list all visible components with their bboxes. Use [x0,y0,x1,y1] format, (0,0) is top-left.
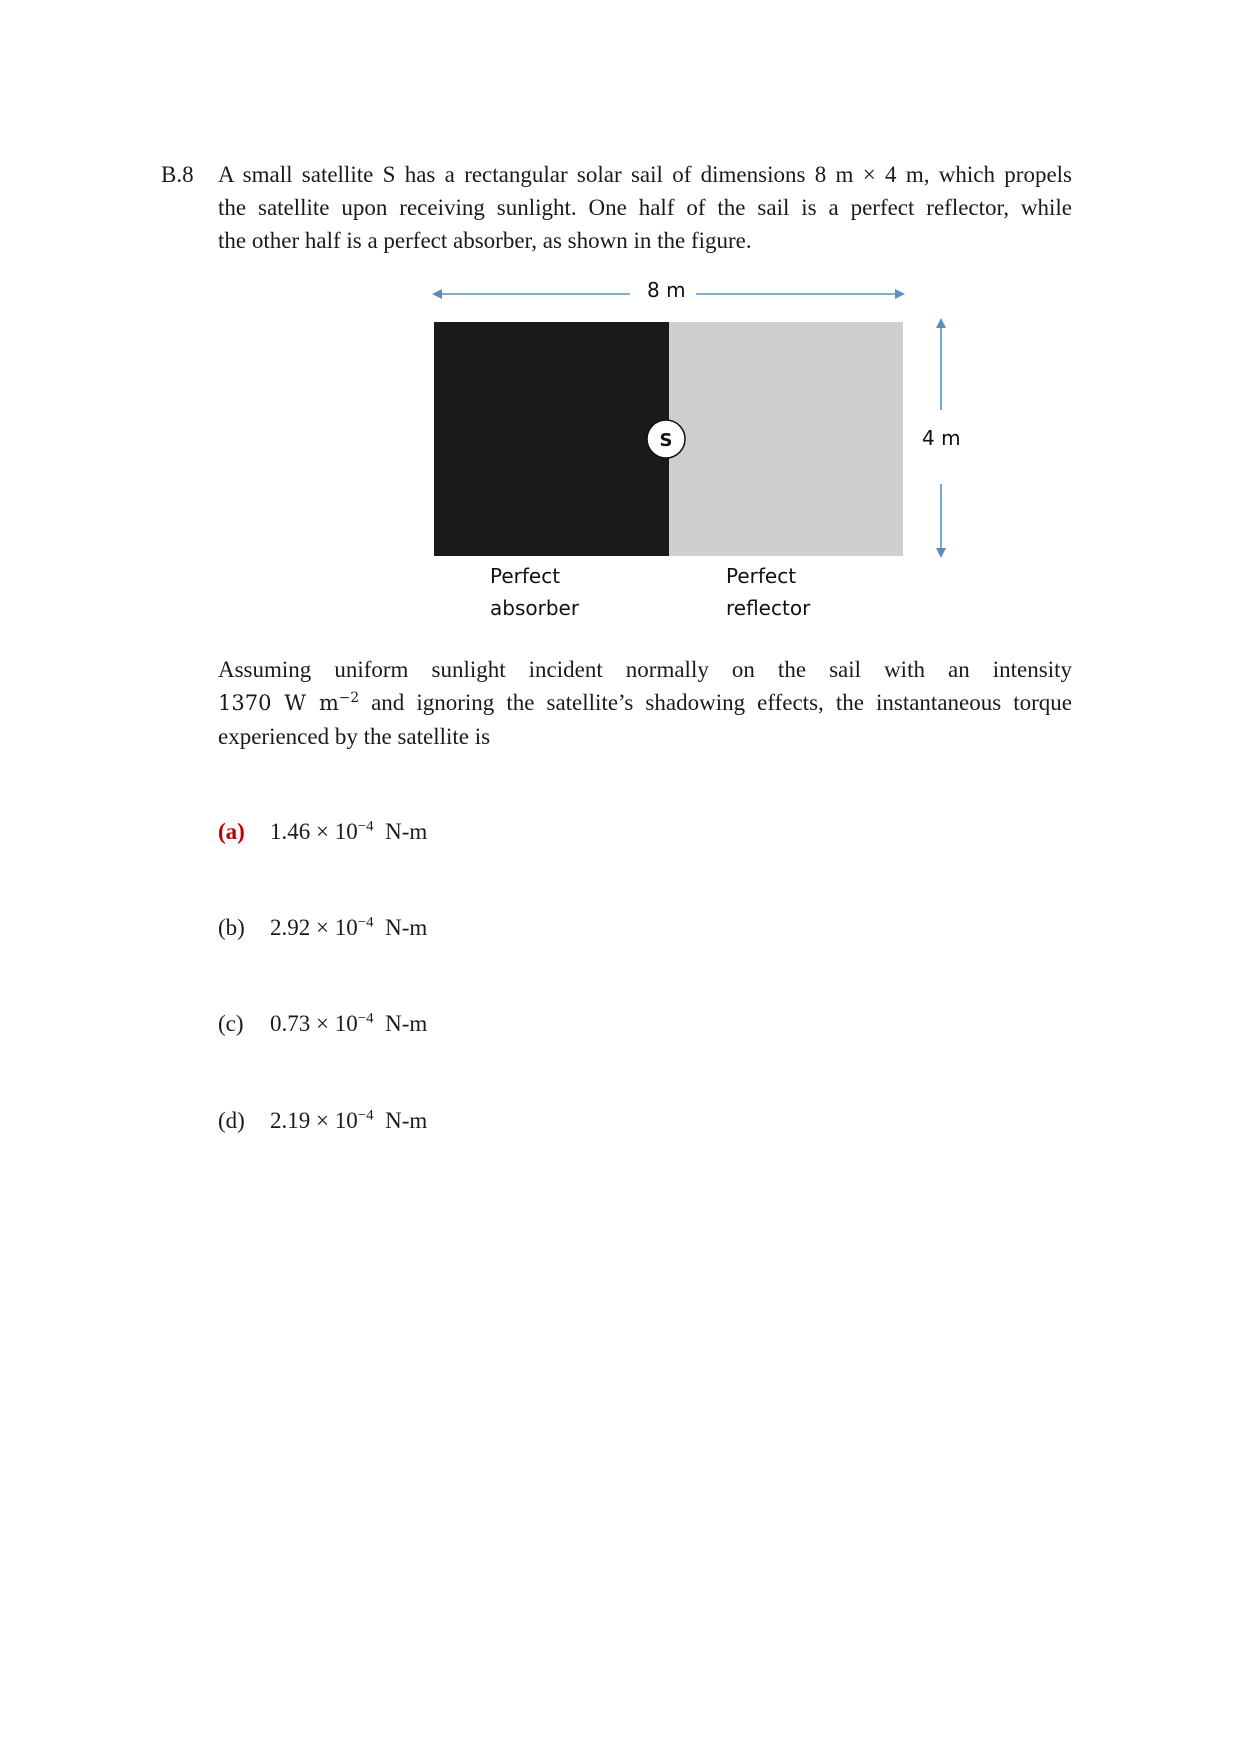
option-c[interactable] [218,1007,427,1040]
reflector-label [726,560,810,624]
question-number: B.8 [161,162,194,187]
absorber-half [434,322,669,556]
option-value: 2.92 × 10 [270,915,358,940]
option-unit: N-m [385,915,428,940]
option-exponent: −4 [357,818,374,835]
intro-line-1: A small satellite S has a rectangular solar sail of dimensions 8 m × 4 m, which propels [218,162,1072,187]
satellite-label: S [659,430,673,451]
body-line-3: experienced by the satellite is [218,724,491,749]
intensity-value: 1370 W $m^{-2}$ [218,690,360,715]
option-d[interactable] [218,1104,427,1137]
intro-line-2: the satellite upon receiving sunlight. One half of the sail is a perfect reflector, while [218,195,1072,220]
height-label: 4 m [922,426,961,450]
option-letter: (d) [218,1108,245,1133]
absorber-label-line-2: absorber [490,596,580,620]
question-body [218,653,1072,753]
option-letter: (c) [218,1011,244,1036]
option-b[interactable] [218,911,427,944]
option-letter: (b) [218,915,245,940]
option-unit: N-m [385,1108,428,1133]
option-unit: N-m [385,819,428,844]
reflector-label-line-2: reflector [726,596,811,620]
option-value: 0.73 × 10 [270,1011,358,1036]
option-a[interactable] [218,815,427,848]
reflector-label-line-1: Perfect [726,564,797,588]
option-value: 1.46 × 10 [270,819,358,844]
solar-sail-figure [0,0,1241,640]
absorber-label-line-1: Perfect [490,564,561,588]
option-letter: (a) [218,819,245,844]
option-value: 2.19 × 10 [270,1108,358,1133]
reflector-half [669,322,903,556]
option-exponent: −4 [357,914,374,931]
option-unit: N-m [385,1011,428,1036]
body-line-2: 1370 W $m^{-2}$ and ignoring the satellite’s shadowing effects, the instantaneous torque [218,690,1073,715]
intro-line-3: the other half is a perfect absorber, as shown in the figure. [218,228,752,253]
option-exponent: −4 [357,1107,374,1124]
body-line-1: Assuming uniform sunlight incident normally on the sail with an intensity [218,657,1072,682]
width-label: 8 m [647,278,686,302]
option-exponent: −4 [357,1010,374,1027]
absorber-label [490,560,579,624]
